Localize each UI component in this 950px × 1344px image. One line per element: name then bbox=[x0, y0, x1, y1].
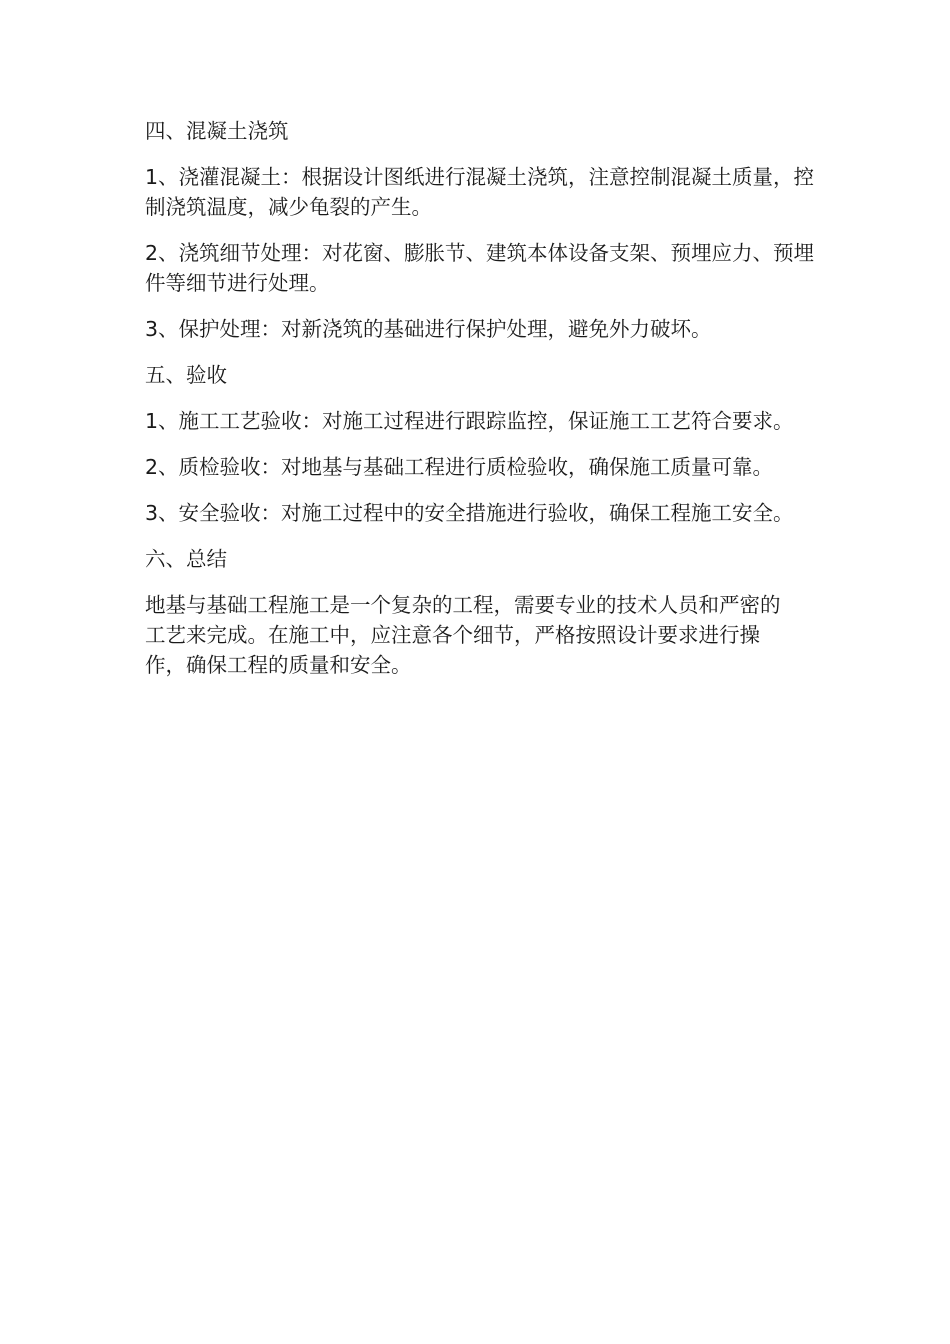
paragraph-protection: 3、保护处理：对新浇筑的基础进行保护处理，避免外力破坏。 bbox=[145, 317, 712, 341]
section-heading-summary: 六、总结 bbox=[145, 547, 227, 571]
document-page bbox=[145, 116, 825, 696]
paragraph-process-acceptance: 1、施工工艺验收：对施工过程进行跟踪监控，保证施工工艺符合要求。 bbox=[145, 409, 794, 433]
paragraph-safety-acceptance: 3、安全验收：对施工过程中的安全措施进行验收，确保工程施工安全。 bbox=[145, 501, 794, 525]
paragraph-quality-acceptance: 2、质检验收：对地基与基础工程进行质检验收，确保施工质量可靠。 bbox=[145, 455, 774, 479]
paragraph-pour-concrete: 1、浇灌混凝土：根据设计图纸进行混凝土浇筑，注意控制混凝土质量，控制浇筑温度，减少龟裂的产生。 bbox=[145, 165, 815, 219]
paragraph-pour-details: 2、浇筑细节处理：对花窗、膨胀节、建筑本体设备支架、预埋应力、预埋件等细节进行处理。 bbox=[145, 241, 815, 295]
section-heading-acceptance: 五、验收 bbox=[145, 363, 227, 387]
paragraph-summary: 地基与基础工程施工是一个复杂的工程，需要专业的技术人员和严密的工艺来完成。在施工中，应注意各个细节，严格按照设计要求进行操作，确保工程的质量和安全。 bbox=[145, 593, 781, 677]
section-heading-concrete: 四、混凝土浇筑 bbox=[145, 119, 289, 143]
